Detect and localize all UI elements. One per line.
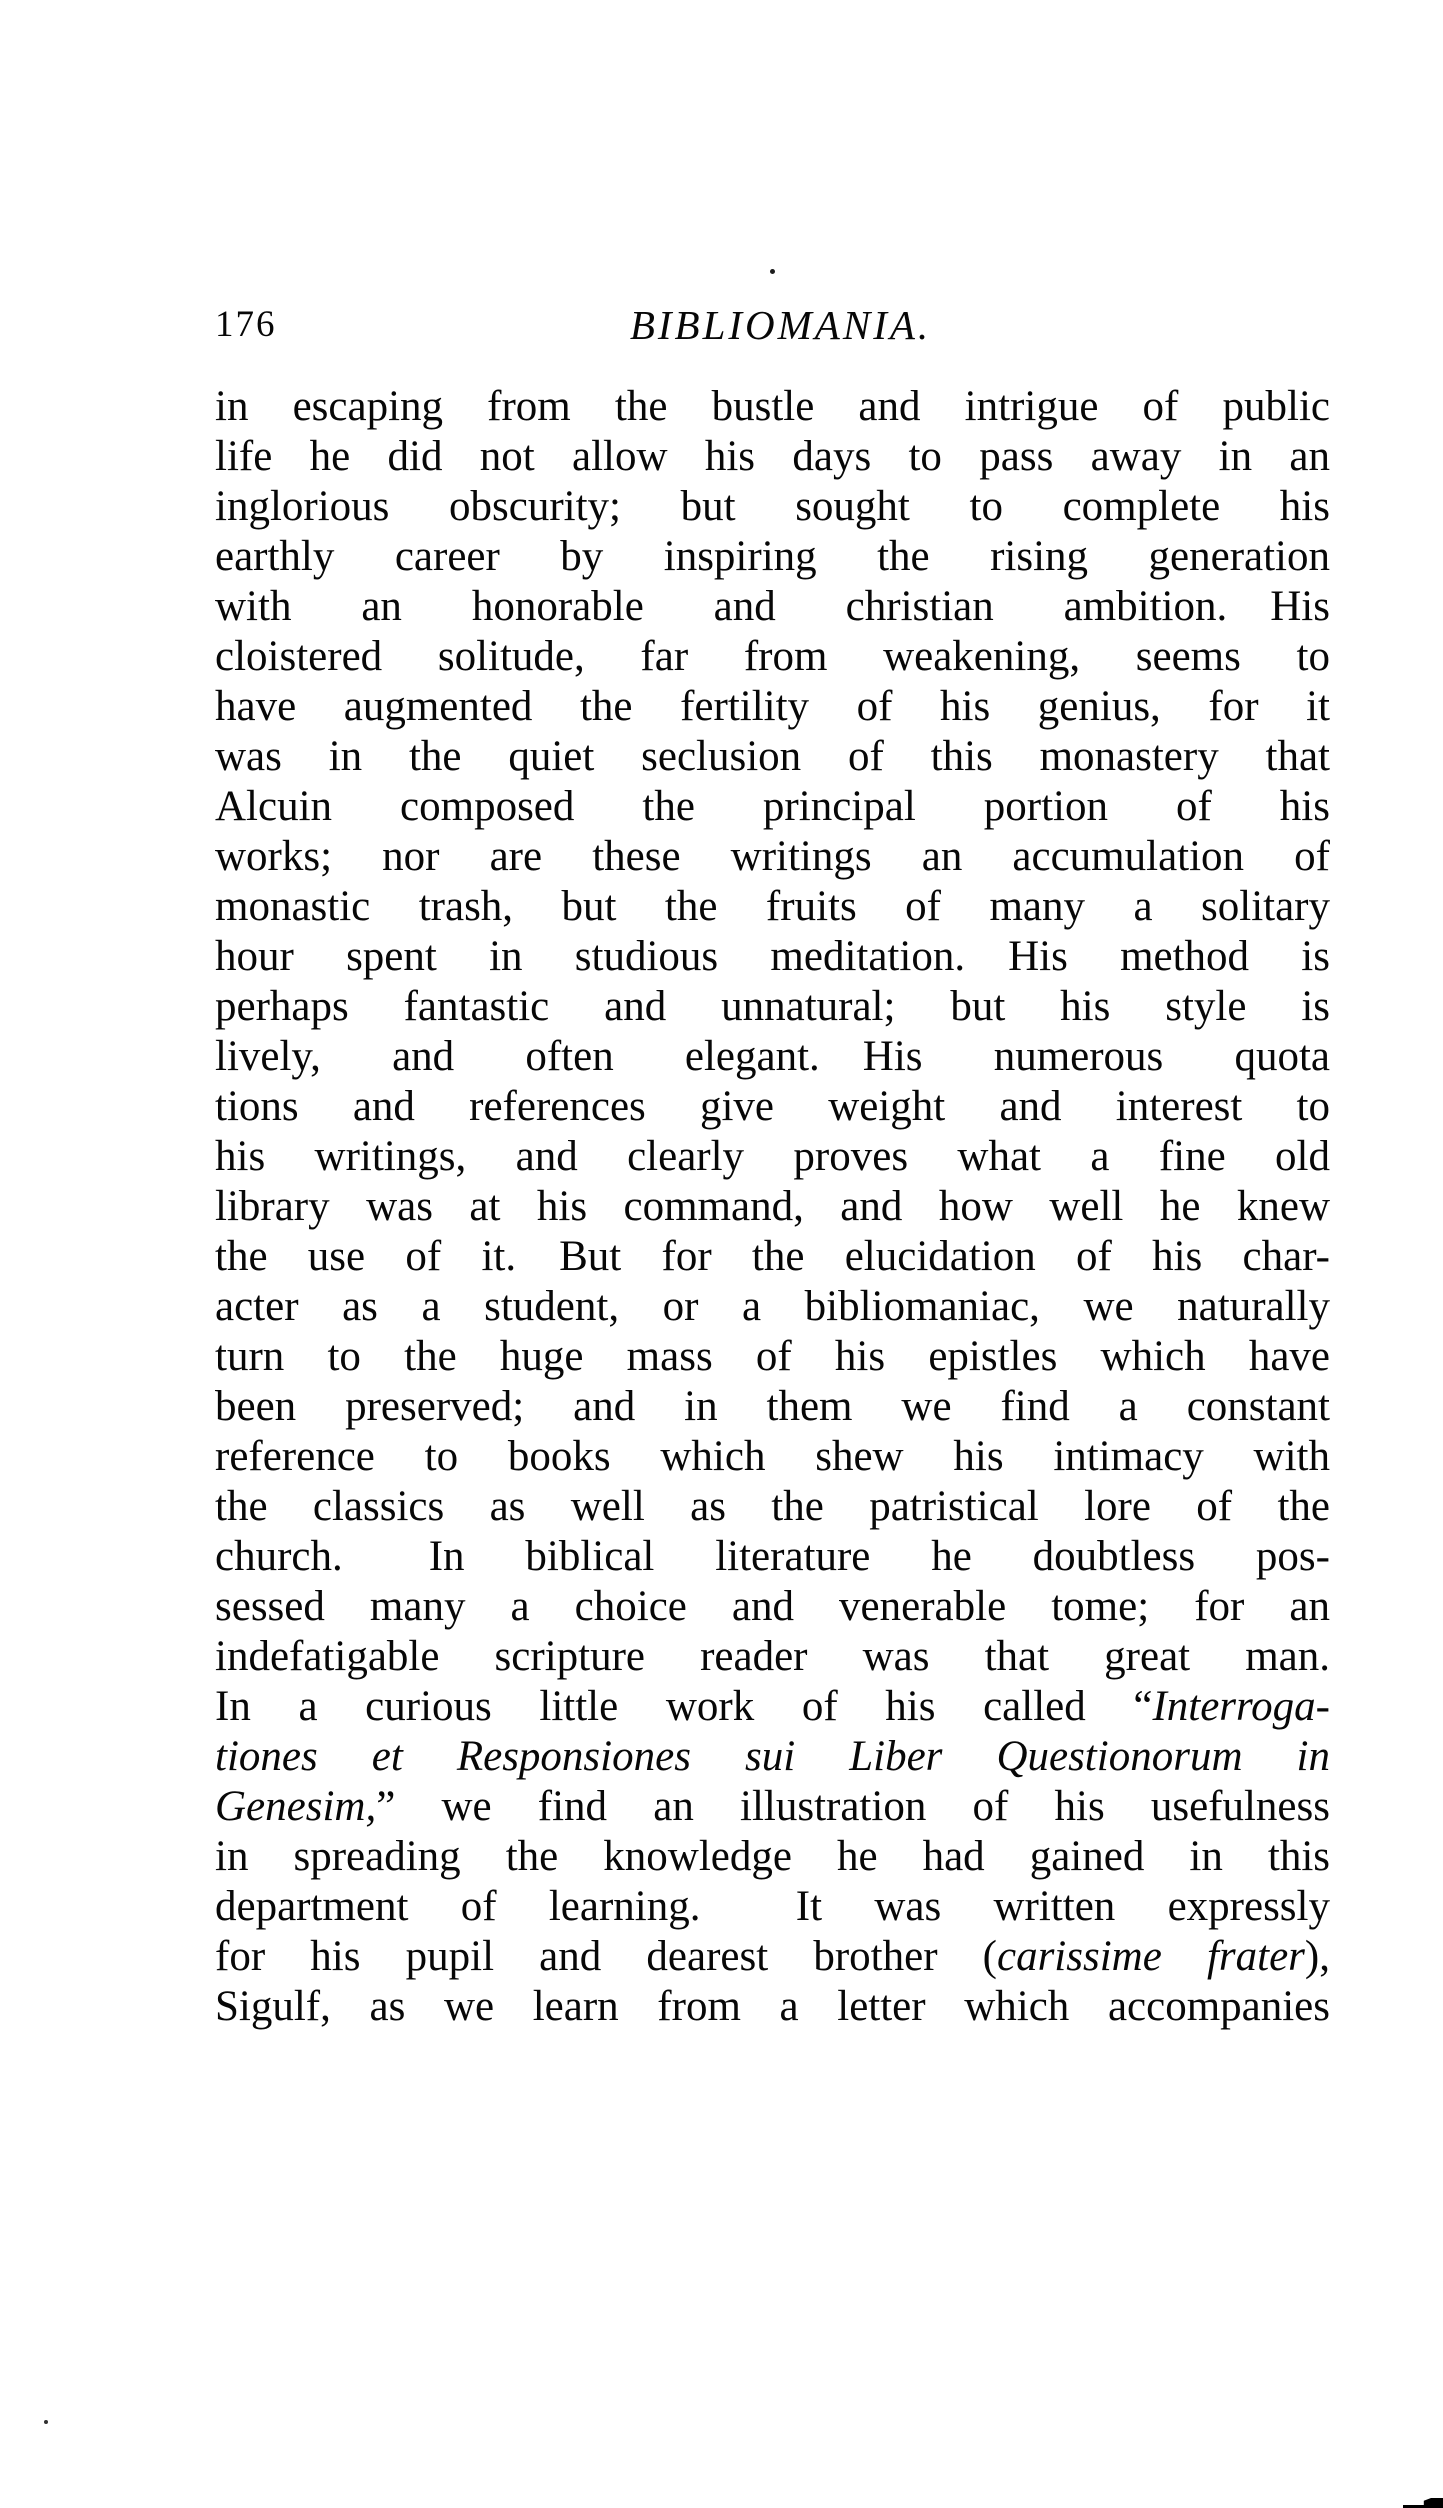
text-line xyxy=(215,1132,1330,1182)
text-line xyxy=(215,1882,1330,1932)
italic-text: carissime frater xyxy=(996,1933,1305,1980)
roman-text: life he did not allow his days to pass away in an xyxy=(215,433,1330,480)
roman-text: was in the quiet seclusion of this monastery that xyxy=(215,733,1330,780)
running-title: BIBLIOMANIA. xyxy=(629,302,932,348)
roman-text: ), xyxy=(1304,1933,1330,1980)
ink-speck xyxy=(44,2420,48,2424)
text-line xyxy=(215,1582,1330,1632)
roman-text: church. In biblical literature he doubtless pos- xyxy=(215,1533,1330,1580)
roman-text: indefatigable scripture reader was that great man. xyxy=(215,1633,1330,1680)
text-line xyxy=(215,1782,1330,1832)
roman-text: have augmented the fertility of his genius, for it xyxy=(215,683,1330,730)
roman-text: monastic trash, but the fruits of many a solitary xyxy=(215,883,1330,930)
text-line xyxy=(215,1832,1330,1882)
text-line xyxy=(215,1682,1330,1732)
text-line xyxy=(215,1082,1330,1132)
text-line xyxy=(215,682,1330,732)
italic-text: tiones et Responsiones sui Liber Questionorum in xyxy=(215,1733,1330,1780)
text-line xyxy=(215,932,1330,982)
text-line xyxy=(215,732,1330,782)
roman-text: department of learning. It was written expressly xyxy=(215,1883,1330,1930)
text-line xyxy=(215,632,1330,682)
ink-speck xyxy=(770,269,775,274)
text-block xyxy=(215,382,1330,2032)
roman-text: Alcuin composed the principal portion of his xyxy=(215,783,1330,830)
roman-text: perhaps fantastic and unnatural; but his style is xyxy=(215,983,1330,1030)
roman-text: with an honorable and christian ambition. His xyxy=(215,583,1330,630)
italic-text: Interroga- xyxy=(1152,1683,1330,1730)
roman-text: in escaping from the bustle and intrigue of public xyxy=(215,383,1330,430)
text-line xyxy=(215,482,1330,532)
text-line xyxy=(215,1532,1330,1582)
roman-text: cloistered solitude, far from weakening, seems to xyxy=(215,633,1330,680)
roman-text: his writings, and clearly proves what a fine old xyxy=(215,1133,1330,1180)
roman-text: library was at his command, and how well he knew xyxy=(215,1183,1330,1230)
roman-text: the classics as well as the patristical lore of the xyxy=(215,1483,1330,1530)
roman-text: reference to books which shew his intimacy with xyxy=(215,1433,1330,1480)
text-line xyxy=(215,1632,1330,1682)
text-line xyxy=(215,832,1330,882)
roman-text: ” we find an illustration of his usefulness xyxy=(376,1783,1330,1830)
text-line xyxy=(215,532,1330,582)
text-line xyxy=(215,1032,1330,1082)
text-line xyxy=(215,1932,1330,1982)
text-line xyxy=(215,1232,1330,1282)
text-line xyxy=(215,582,1330,632)
text-line xyxy=(215,782,1330,832)
roman-text: for his pupil and dearest brother ( xyxy=(215,1933,997,1980)
roman-text: earthly career by inspiring the rising generation xyxy=(215,533,1330,580)
text-line xyxy=(215,1482,1330,1532)
roman-text: sessed many a choice and venerable tome; for an xyxy=(215,1583,1330,1630)
roman-text: turn to the huge mass of his epistles which have xyxy=(215,1333,1330,1380)
text-line xyxy=(215,1282,1330,1332)
roman-text: hour spent in studious meditation. His method is xyxy=(215,933,1330,980)
text-line xyxy=(215,882,1330,932)
roman-text: Sigulf, as we learn from a letter which accompanies xyxy=(215,1983,1330,2030)
roman-text: tions and references give weight and interest to xyxy=(215,1083,1330,1130)
scan-edge-artifact xyxy=(1403,2498,1443,2508)
text-line xyxy=(215,432,1330,482)
roman-text: in spreading the knowledge he had gained in this xyxy=(215,1833,1330,1880)
text-line xyxy=(215,1732,1330,1782)
text-line xyxy=(215,1382,1330,1432)
roman-text: the use of it. But for the elucidation of his char- xyxy=(215,1233,1330,1280)
text-line xyxy=(215,1432,1330,1482)
italic-text: Genesim, xyxy=(215,1783,377,1830)
text-line xyxy=(215,1182,1330,1232)
roman-text: acter as a student, or a bibliomaniac, we naturally xyxy=(215,1283,1330,1330)
text-line xyxy=(215,382,1330,432)
roman-text: been preserved; and in them we find a constant xyxy=(215,1383,1330,1430)
roman-text: In a curious little work of his called “ xyxy=(215,1683,1153,1730)
roman-text: inglorious obscurity; but sought to complete his xyxy=(215,483,1330,530)
text-line xyxy=(215,982,1330,1032)
roman-text: works; nor are these writings an accumulation of xyxy=(215,833,1330,880)
text-line xyxy=(215,1982,1330,2032)
text-line xyxy=(215,1332,1330,1382)
page-header xyxy=(215,298,1330,352)
roman-text: lively, and often elegant. His numerous quota xyxy=(215,1033,1330,1080)
page-number: 176 xyxy=(215,304,277,345)
